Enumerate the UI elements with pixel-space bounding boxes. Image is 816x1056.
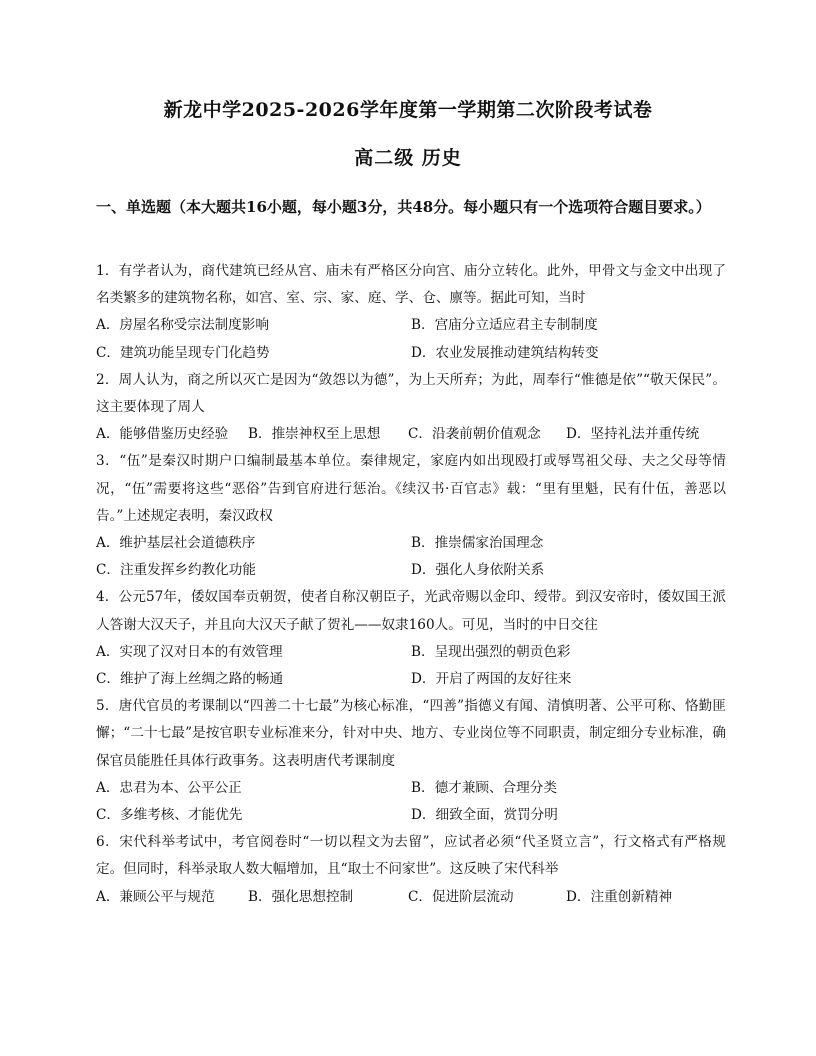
option-row [96,530,726,557]
option-d: D．开启了两国的友好往来 [411,671,572,688]
option-a: A．实现了汉对日本的有效管理 [96,643,283,660]
option-row [96,666,726,693]
option-b: B．德才兼顾、合理分类 [411,779,557,796]
option-b: B．强化思想控制 [248,888,354,905]
option-a: A．房屋名称受宗法制度影响 [96,317,269,334]
exam-subtitle: 高二级 历史 [354,147,462,169]
section-heading: 一、单选题（本大题共16小题，每小题3分，共48分。每小题只有一个选项符合题目要求。） [96,198,711,216]
question-stem: 4．公元57年，倭奴国奉贡朝贺，使者自称汉朝臣子，光武帝赐以金印、绶带。到汉安帝时，倭奴国王派人答谢大汉天子，并且向大汉天子献了贺礼——奴隶160人。可见，当时的中日交往 [96,589,726,633]
option-row [96,340,726,367]
option-a: A．维护基层社会道德秩序 [96,535,256,552]
exam-title: 新龙中学2025-2026学年度第一学期第二次阶段考试卷 [163,99,653,121]
option-a: A．忠君为本、公平公正 [96,779,242,796]
option-d: D．强化人身依附关系 [411,562,545,579]
option-c: C．多维考核、才能优先 [96,807,243,824]
option-b: B．推崇儒家治国理念 [411,535,544,552]
question-list [96,258,726,911]
option-c: C．促进阶层流动 [408,888,514,905]
question-stem: 3．“伍”是秦汉时期户口编制最基本单位。秦律规定，家庭内如出现殴打或辱骂祖父母、夫之父母等情况，“伍”需要将这些“恶俗”告到官府进行惩治。《续汉书·百官志》载：“里有里魁，民有什伍，善恶以告。”上述规定表明，秦汉政权 [96,453,726,524]
option-row [96,312,726,339]
option-row [96,884,726,911]
option-a: A．能够借鉴历史经验 [96,426,229,443]
option-d: D．注重创新精神 [566,888,673,905]
option-row [96,557,726,584]
option-c: C．维护了海上丝绸之路的畅通 [96,671,284,688]
option-d: D．坚持礼法并重传统 [566,426,700,443]
option-c: C．建筑功能呈现专门化趋势 [96,344,270,361]
option-b: B．宫庙分立适应君主专制制度 [411,317,598,334]
question-stem: 6．宋代科举考试中，考官阅卷时“一切以程文为去留”，应试者必须“代圣贤立言”，行文格式有严格规定。但同时，科举录取人数大幅增加，且“取士不问家世”。这反映了宋代科举 [96,834,726,878]
option-d: D．农业发展推动建筑结构转变 [411,344,599,361]
option-b: B．呈现出强烈的朝贡色彩 [411,643,571,660]
question-stem: 1．有学者认为，商代建筑已经从宫、庙未有严格区分向宫、庙分立转化。此外，甲骨文与金文中出现了名类繁多的建筑物名称，如宫、室、宗、家、庭、学、仓、廪等。据此可知，当时 [96,263,726,307]
option-c: C．沿袭前朝价值观念 [408,426,541,443]
option-d: D．细致全面，赏罚分明 [411,807,558,824]
option-row [96,421,726,448]
option-row [96,802,726,829]
option-b: B．推崇神权至上思想 [248,426,381,443]
option-c: C．注重发挥乡约教化功能 [96,562,256,579]
question-stem: 5．唐代官员的考课制以“四善二十七最”为核心标准，“四善”指德义有闻、清慎明著、公平可称、恪勤匪懈；“二十七最”是按官职专业标准来分，针对中央、地方、专业岗位等不同职责，制定细分专业标准，确保官员能胜任具体行政事务。这表明唐代考课制度 [96,698,726,769]
option-row [96,775,726,802]
question-stem: 2．周人认为，商之所以灭亡是因为“敛怨以为德”，为上天所弃；为此，周奉行“惟德是依”“敬天保民”。这主要体现了周人 [96,371,726,416]
option-a: A．兼顾公平与规范 [96,888,215,905]
option-row [96,639,726,666]
